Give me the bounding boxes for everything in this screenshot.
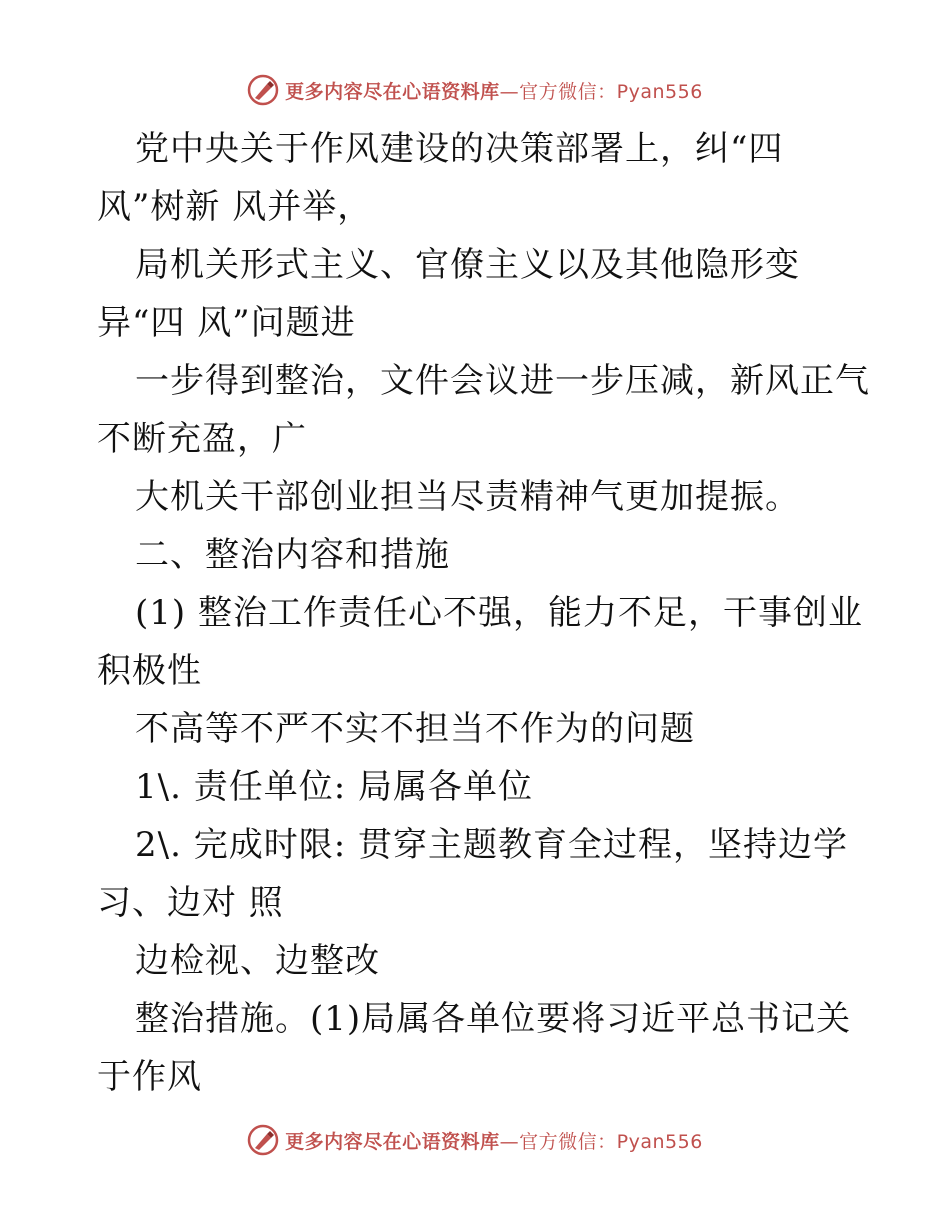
text-line: 异“四 风”问题进 xyxy=(97,303,356,343)
footer-watermark xyxy=(0,1120,950,1160)
section-heading: 二、整治内容和措施 xyxy=(135,535,450,575)
text-line: 于作风 xyxy=(97,1057,202,1097)
text-line: 1\. 责任单位: 局属各单位 xyxy=(135,767,533,807)
text-line: 党中央关于作风建设的决策部署上，纠“四 xyxy=(135,129,784,169)
text-line: (1) 整治工作责任心不强，能力不足，干事创业 xyxy=(135,593,863,633)
pen-logo-icon xyxy=(247,1124,279,1156)
document-body xyxy=(97,124,870,1110)
text-line: 一步得到整治，文件会议进一步压减，新风正气 xyxy=(135,361,870,401)
text-line: 局机关形式主义、官僚主义以及其他隐形变 xyxy=(135,245,800,285)
text-line: 整治措施。(1)局属各单位要将习近平总书记关 xyxy=(135,999,852,1039)
watermark-brand: 更多内容尽在心语资料库 xyxy=(285,80,500,103)
text-line: 大机关干部创业担当尽责精神气更加提振。 xyxy=(135,477,800,517)
text-line: 风”树新 风并举， xyxy=(97,187,373,227)
text-line: 边检视、边整改 xyxy=(135,941,380,981)
watermark-contact: —官方微信：Pyan556 xyxy=(499,80,703,103)
watermark-brand: 更多内容尽在心语资料库 xyxy=(285,1130,500,1153)
text-line: 不断充盈，广 xyxy=(97,419,307,459)
text-line: 不高等不严不实不担当不作为的问题 xyxy=(135,709,695,749)
text-line: 习、边对 照 xyxy=(97,883,284,923)
text-line: 2\. 完成时限: 贯穿主题教育全过程，坚持边学 xyxy=(135,825,848,865)
text-line: 积极性 xyxy=(97,651,202,691)
watermark-contact: —官方微信：Pyan556 xyxy=(499,1130,703,1153)
header-watermark xyxy=(0,70,950,110)
pen-logo-icon xyxy=(247,74,279,106)
